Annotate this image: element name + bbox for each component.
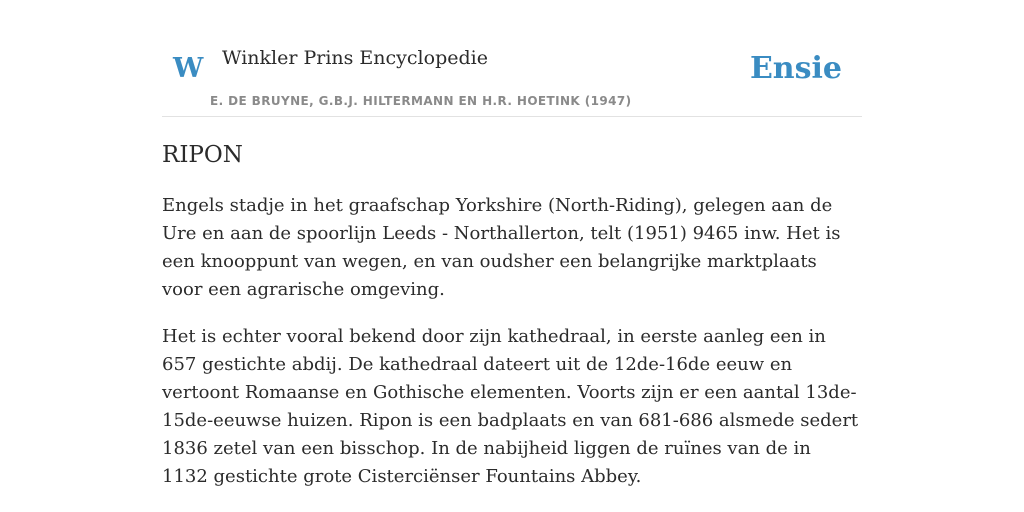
page-container xyxy=(162,0,862,487)
source-logo-icon[interactable]: W xyxy=(173,53,204,84)
entry-paragraph-2: Het is echter vooral bekend door zijn kathedraal, in eerste aanleg een in 657 gestichte abdij. De kathedraal dateert uit de 12de-16de eeuw en vertoont Romaanse en Gothische elementen. Voorts zijn er een aantal 13de-15de-eeuwse huizen. Ripon is een badplaats en van 681-686 alsmede sedert 1836 zetel van een bisschop. In de nabijheid liggen de ruïnes van de in 1132 gestichte grote Cisterciënser Fountains Abbey. xyxy=(162,326,859,487)
ensie-logo[interactable]: Ensie xyxy=(749,51,842,86)
source-title-link[interactable]: Winkler Prins Encyclopedie xyxy=(222,47,488,69)
source-authors: E. DE BRUYNE, G.B.J. HILTERMANN EN H.R. HOETINK (1947) xyxy=(210,94,632,108)
entry-title: RIPON xyxy=(162,142,243,168)
source-header xyxy=(162,0,862,117)
entry-paragraph-1: Engels stadje in het graafschap Yorkshire (North-Riding), gelegen aan de Ure en aan de spoorlijn Leeds - Northallerton, telt (1951) 9465 inw. Het is een knooppunt van wegen, en van oudsher een belangrijke marktplaats voor een agrarische omgeving. xyxy=(162,195,841,300)
